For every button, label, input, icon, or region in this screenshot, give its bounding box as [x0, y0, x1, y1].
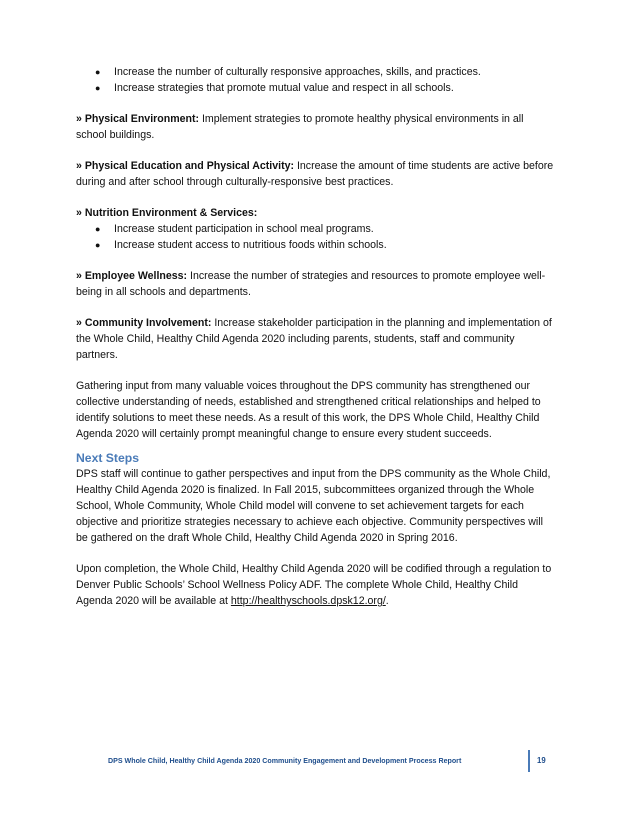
next-steps-heading: Next Steps	[76, 451, 139, 465]
page-content	[76, 64, 556, 609]
community-involvement-label: » Community Involvement:	[76, 317, 212, 329]
page-number: 19	[537, 756, 546, 765]
nutrition-label: » Nutrition Environment & Services:	[76, 207, 258, 219]
list-item-text: Increase student access to nutritious foods within schools.	[114, 239, 387, 251]
codification-paragraph	[76, 561, 556, 609]
physical-education-text: Increase the amount of time students are active before during and after school through culturally-responsive best practices.	[76, 160, 554, 188]
physical-education-paragraph	[76, 158, 556, 190]
list-item-text: Increase the number of culturally responsive approaches, skills, and practices.	[114, 66, 481, 78]
footer-title: DPS Whole Child, Healthy Child Agenda 2020 Community Engagement and Development Process Report	[108, 757, 462, 765]
employee-wellness-label: » Employee Wellness:	[76, 270, 188, 282]
physical-environment-paragraph	[76, 111, 556, 143]
community-involvement-paragraph	[76, 315, 556, 363]
gathering-paragraph: Gathering input from many valuable voices throughout the DPS community has strengthened our collective understanding of needs, established and strengthened critical relationships and helped to identify solutions to meet these needs. As a result of this work, the DPS Whole Child, Healthy Child Agenda 2020 will certainly prompt meaningful change to ensure every student succeeds.	[76, 380, 541, 440]
page-footer	[0, 749, 638, 773]
codification-end: .	[385, 595, 389, 607]
community-involvement-text: Increase stakeholder participation in the planning and implementation of the Whole Child, Healthy Child Agenda 2020 including parents, students, staff and community partners.	[76, 317, 552, 361]
employee-wellness-text: Increase the number of strategies and resources to promote employee well-being in all schools and departments.	[76, 270, 546, 298]
bullet-icon: ●	[95, 67, 101, 77]
bullet-icon: ●	[95, 240, 101, 250]
list-item-text: Increase strategies that promote mutual value and respect in all schools.	[114, 82, 454, 94]
bullet-icon: ●	[95, 224, 101, 234]
list-item-text: Increase student participation in school meal programs.	[114, 223, 374, 235]
footer-divider	[528, 750, 530, 772]
codification-text: Upon completion, the Whole Child, Healthy Child Agenda 2020 will be codified through a regulation to Denver Public Schools’ School Wellness Policy ADF. The complete Whole Child, Healthy Child Agenda 2020 will be available at	[76, 563, 552, 607]
list-item	[76, 221, 556, 237]
bullet-icon: ●	[95, 83, 101, 93]
intro-bullet-list	[76, 64, 556, 96]
list-item	[76, 237, 556, 253]
physical-environment-label: » Physical Environment:	[76, 113, 200, 125]
nutrition-bullet-list	[76, 221, 556, 253]
healthy-schools-link[interactable]: http://healthyschools.dpsk12.org/	[230, 595, 386, 607]
list-item	[76, 80, 556, 96]
list-item	[76, 64, 556, 80]
employee-wellness-paragraph	[76, 268, 556, 300]
physical-education-label: » Physical Education and Physical Activity:	[76, 160, 295, 172]
next-steps-paragraph: DPS staff will continue to gather perspectives and input from the DPS community as the Whole Child, Healthy Child Agenda 2020 is finalized. In Fall 2015, subcommittees organized through the Whole School, Whole Community, Whole Child model will convene to set achievement targets for each objective and prioritize strategies necessary to achieve each objective. Community perspectives will be gathered on the draft Whole Child, Healthy Child Agenda 2020 in Spring 2016.	[76, 468, 551, 544]
physical-environment-text: Implement strategies to promote healthy physical environments in all school buildings.	[76, 113, 524, 141]
